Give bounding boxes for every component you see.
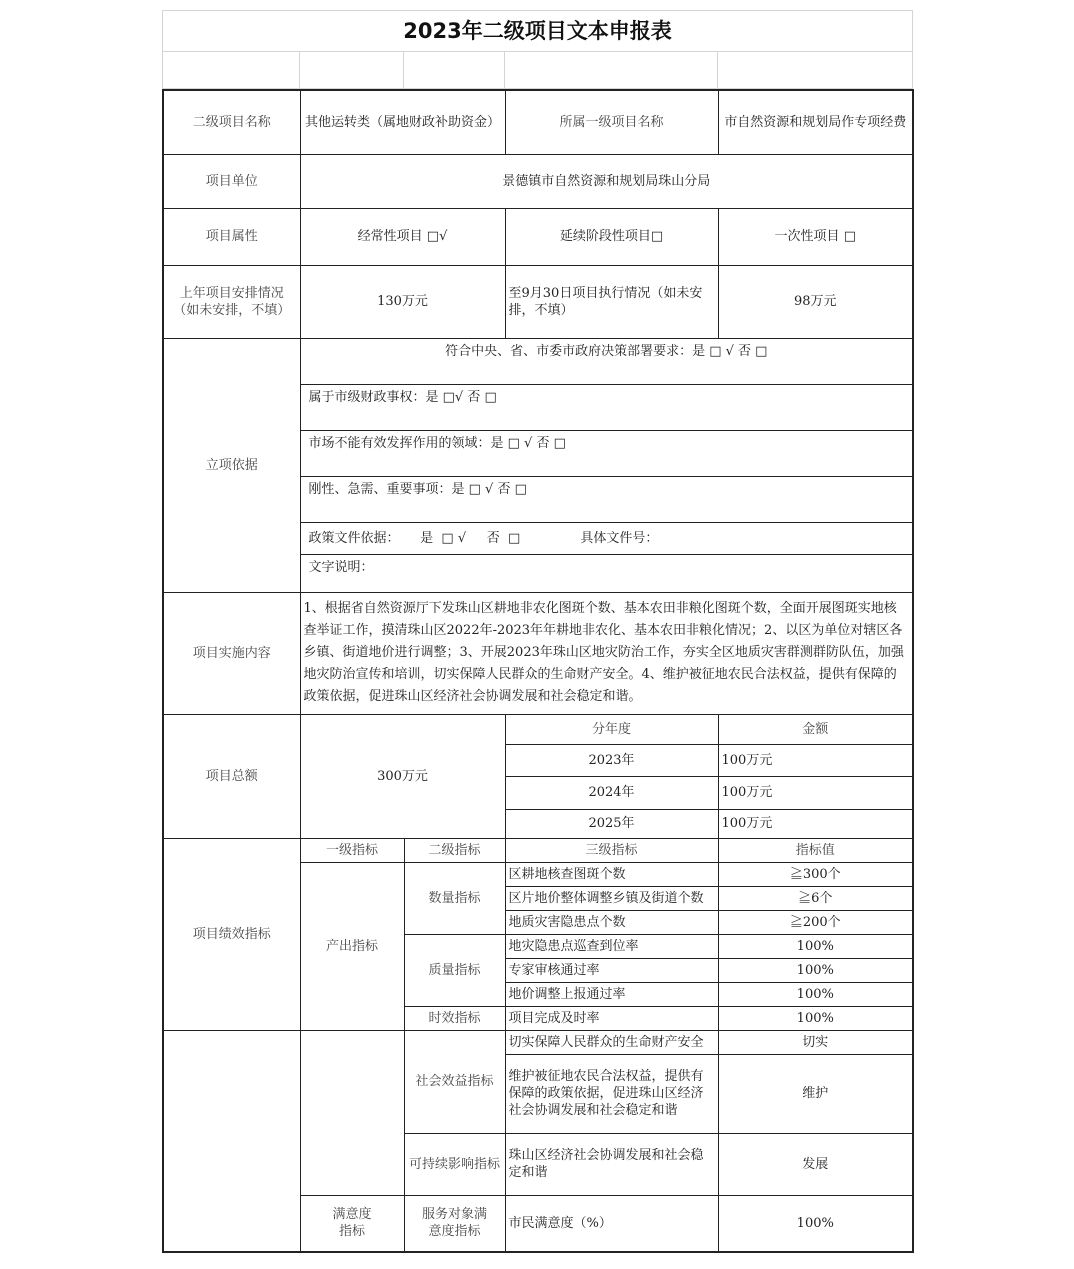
total-label: 项目总额 — [163, 714, 300, 838]
indicator-name: 区片地价整体调整乡镇及街道个数 — [505, 886, 718, 910]
indicator-value: 100% — [718, 934, 913, 958]
basis-label: 立项依据 — [163, 338, 300, 592]
indicator-value: 发展 — [718, 1133, 913, 1195]
attribute-option-onetime[interactable] — [718, 208, 913, 265]
yearly-amount: 100万元 — [718, 776, 913, 809]
blank-cell — [404, 52, 505, 89]
service-satisfaction-label: 服务对象满意度指标 — [404, 1195, 505, 1252]
project-name-row — [163, 90, 913, 154]
unit-label: 项目单位 — [163, 154, 300, 208]
blank-cell — [300, 1030, 404, 1195]
performance-header-row — [163, 838, 913, 862]
indicator-value: 100% — [718, 958, 913, 982]
timeliness-indicator-label: 时效指标 — [404, 1006, 505, 1030]
form-table — [162, 89, 914, 1253]
indicator-name: 项目完成及时率 — [505, 1006, 718, 1030]
option-label: 一次性项目 — [774, 229, 844, 244]
last-year-label: 上年项目安排情况（如未安排，不填） — [163, 265, 300, 338]
basis-item-urgent-matters[interactable]: 刚性、急需、重要事项：是 □ √ 否 □ — [300, 476, 913, 522]
yearly-amount: 100万元 — [718, 744, 913, 776]
indicator-value: 100% — [718, 1006, 913, 1030]
header-level3: 三级指标 — [505, 838, 718, 862]
header-level1: 一级指标 — [300, 838, 404, 862]
execution-value: 98万元 — [718, 265, 913, 338]
application-form — [162, 10, 912, 1253]
yearly-year: 2024年 — [505, 776, 718, 809]
yearly-header-year: 分年度 — [505, 714, 718, 744]
attribute-option-continuing[interactable] — [505, 208, 718, 265]
blank-cell — [300, 52, 404, 89]
output-indicator-label: 产出指标 — [300, 862, 404, 1030]
implementation-row — [163, 592, 913, 714]
form-header-grid — [162, 10, 913, 89]
last-year-row — [163, 265, 913, 338]
checkbox-icon[interactable]: □ — [650, 229, 664, 244]
implementation-text: 1、根据省自然资源厅下发珠山区耕地非农化图斑个数、基本农田非粮化图斑个数，全面开展图斑实地核查举证工作，摸清珠山区2022年-2023年年耕地非农化、基本农田非粮化情况；2、以区为单位对辖区各乡镇、街道地价进行调整；3、开展2023年珠山区地灾防治工作，夯实全区地质灾害群测群防队伍，加强地灾防治宣传和培训，切实保障人民群众的生命财产安全。4、维护被征地农民合法权益，提供有保障的政策依据，促进珠山区经济社会协调发展和社会稳定和谐。 — [300, 592, 913, 714]
project-name-label: 二级项目名称 — [163, 90, 300, 154]
project-name-value: 其他运转类（属地财政补助资金） — [300, 90, 505, 154]
blank-cell — [163, 52, 300, 89]
execution-label: 至9月30日项目执行情况（如未安排，不填） — [505, 265, 718, 338]
attribute-row — [163, 208, 913, 265]
checkbox-icon[interactable]: □ — [426, 229, 440, 244]
basis-item-market-failure[interactable]: 市场不能有效发挥作用的领域：是 □ √ 否 □ — [300, 430, 913, 476]
option-label: 延续阶段性项目 — [559, 229, 651, 244]
indicator-name: 维护被征地农民合法权益，提供有保障的政策依据，促进珠山区经济社会协调发展和社会稳定和谐 — [505, 1054, 718, 1133]
blank-cell — [505, 52, 718, 89]
attribute-option-regular[interactable] — [300, 208, 505, 265]
quantity-indicator-label: 数量指标 — [404, 862, 505, 934]
indicator-value: ≧6个 — [718, 886, 913, 910]
performance-label: 项目绩效指标 — [163, 838, 300, 1030]
indicator-row — [163, 1030, 913, 1054]
parent-project-label: 所属一级项目名称 — [505, 90, 718, 154]
indicator-name: 地质灾害隐患点个数 — [505, 910, 718, 934]
policy-document-choice: 政策文件依据： 是 □ √ 否 □ — [308, 530, 521, 546]
indicator-name: 专家审核通过率 — [505, 958, 718, 982]
checkbox-icon[interactable]: □ — [843, 229, 856, 244]
page-title: 2023年二级项目文本申报表 — [163, 11, 913, 52]
blank-cell — [163, 1030, 300, 1252]
indicator-value: 切实 — [718, 1030, 913, 1054]
basis-item-fiscal-authority[interactable]: 属于市级财政事权：是 □√ 否 □ — [300, 384, 913, 430]
header-level2: 二级指标 — [404, 838, 505, 862]
total-row — [163, 714, 913, 744]
quality-indicator-label: 质量指标 — [404, 934, 505, 1006]
indicator-name: 地价调整上报通过率 — [505, 982, 718, 1006]
indicator-value: 维护 — [718, 1054, 913, 1133]
indicator-value: 100% — [718, 982, 913, 1006]
basis-item-policy-alignment[interactable]: 符合中央、省、市委市政府决策部署要求：是 □ √ 否 □ — [300, 338, 913, 384]
yearly-year: 2023年 — [505, 744, 718, 776]
social-indicator-label: 社会效益指标 — [404, 1030, 505, 1133]
indicator-name: 区耕地核查图斑个数 — [505, 862, 718, 886]
parent-project-value: 市自然资源和规划局作专项经费 — [718, 90, 913, 154]
basis-row — [163, 338, 913, 384]
yearly-header-amount: 金额 — [718, 714, 913, 744]
last-year-value: 130万元 — [300, 265, 505, 338]
indicator-value: 100% — [718, 1195, 913, 1252]
satisfaction-indicator-label: 满意度指标 — [300, 1195, 404, 1252]
document-number-label: 具体文件号： — [580, 530, 659, 546]
unit-row — [163, 154, 913, 208]
total-value: 300万元 — [300, 714, 505, 838]
option-label: 经常性项目 — [357, 229, 427, 244]
checkmark-icon: √ — [439, 229, 448, 244]
indicator-value: ≧200个 — [718, 910, 913, 934]
indicator-name: 市民满意度（%） — [505, 1195, 718, 1252]
indicator-name: 地灾隐患点巡查到位率 — [505, 934, 718, 958]
header-value: 指标值 — [718, 838, 913, 862]
blank-cell — [718, 52, 913, 89]
unit-value: 景德镇市自然资源和规划局珠山分局 — [300, 154, 913, 208]
basis-item-text-description[interactable]: 文字说明： — [300, 554, 913, 592]
yearly-amount: 100万元 — [718, 809, 913, 838]
indicator-value: ≧300个 — [718, 862, 913, 886]
indicator-name: 珠山区经济社会协调发展和社会稳定和谐 — [505, 1133, 718, 1195]
implementation-label: 项目实施内容 — [163, 592, 300, 714]
basis-item-policy-document[interactable] — [300, 522, 913, 554]
sustainable-indicator-label: 可持续影响指标 — [404, 1133, 505, 1195]
yearly-year: 2025年 — [505, 809, 718, 838]
attribute-label: 项目属性 — [163, 208, 300, 265]
indicator-name: 切实保障人民群众的生命财产安全 — [505, 1030, 718, 1054]
